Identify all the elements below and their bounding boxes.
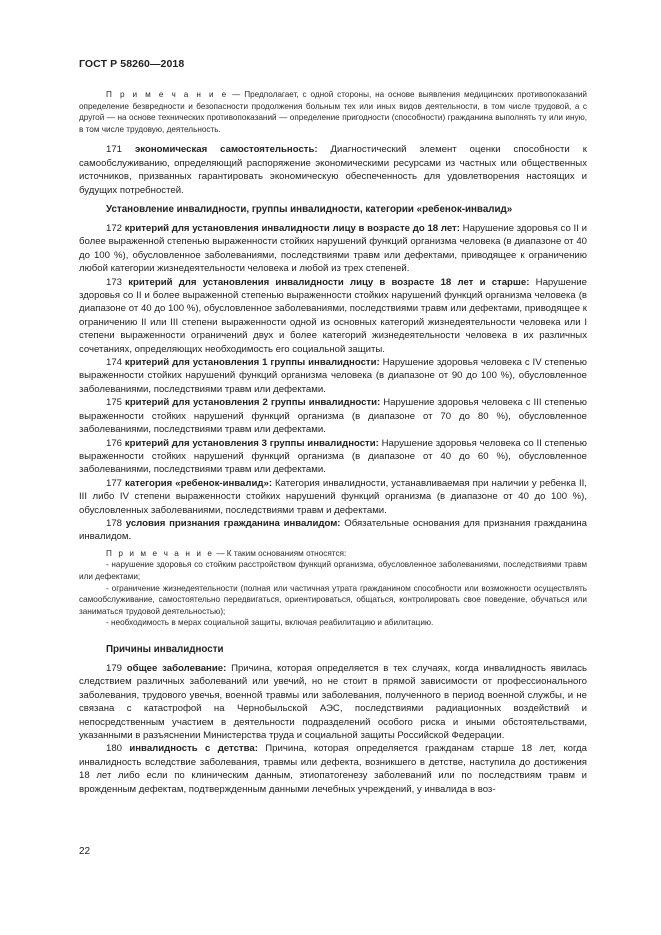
definition-text: Обязательные основания для признания гражданина инвалидом. [79,517,587,543]
item-number: 179 [106,662,127,674]
page-content [79,89,587,796]
term: инвалидность с детства: [129,743,258,755]
definition-177 [79,477,587,517]
section-heading: Установление инвалидности, группы инвалидности, категории «ребенок-инвалид» [106,204,513,215]
definition-173 [79,276,587,356]
definition-text: Диагностический элемент оценки способности к самообслуживанию, определяющий распоряжение экономическими ресурсами из частных или общественных источников, призванных гарантировать экономическую обеспеченность для удовлетворения настоящих и будущих потребностей. [79,144,587,196]
page-number: 22 [79,846,91,857]
document-header: ГОСТ Р 58260—2018 [79,58,185,70]
section-heading: Причины инвалидности [106,643,224,655]
item-number: 175 [106,397,126,409]
definition-text: Нарушение здоровья человека с IV степенью выраженности стойких нарушений функций организма человека (в диапазоне от 90 до 100 %), обусловленное заболеваниями, последствиями травм или дефектами. [79,357,587,395]
item-number: 180 [106,743,130,755]
term: условия признания гражданина инвалидом: [125,517,341,529]
note-label: П р и м е ч а н и е [106,548,215,558]
note-list-item: - нарушение здоровья со стойким расстройством функций организма, обусловленное заболеваниями, последствиями травм или дефектами; [79,560,587,581]
definition-text: Нарушение здоровья со II и более выраженной степенью выраженности стойких нарушений функций организма человека (в диапазоне от 40 до 100 %), обусловленное заболеваниями, последствиями травм или дефектами, приводящее к ограничению II или III степени выраженности одной из основных категорий жизнедеятельности человека или I степени выраженности ограничений двух и более категорий жизнедеятельности человека в их различных сочетаниях, определяющих необходимость его социальной защиты. [79,276,587,355]
definition-172 [79,222,587,276]
definition-178 [79,517,587,544]
definition-176 [79,437,587,477]
definition-174 [79,356,587,396]
definition-171 [79,143,587,197]
note-list-item: - необходимость в мерах социальной защиты, включая реабилитацию и абилитацию. [106,618,434,628]
term: критерий для установления инвалидности лицу в возрасте до 18 лет: [124,223,460,234]
term: экономическая самостоятельность: [134,144,318,156]
term: категория «ребенок-инвалид»: [125,477,273,489]
note-list-item: - ограничение жизнедеятельности (полная или частичная утрата гражданином способности или возможности осуществлять самообслуживание, самостоятельно передвигаться, ориентироваться, общаться, контролировать свое поведение, обучаться или заниматься трудовой деятельностью); [79,583,587,616]
definition-text: Причина, которая определяется в тех случаях, когда инвалидность явилась следствием различных заболеваний или увечий, но не стоит в прямой зависимости от профессионального заболевания, трудового увечья, военной травмы или заболевания, полученного в период военной службы, и не связана с катастрофой на Чернобыльской АЭС, последствиями радиационных воздействий и непосредственным участием в деятельности подразделений особого риска и иными обстоятельствами, указанными в разъяснении Министерства труда и социальной защиты Российской Федерации. [79,662,587,741]
definition-179 [79,662,587,742]
definition-text: Категория инвалидности, устанавливаемая при наличии у ребенка II, III либо IV степени выраженности стойких нарушений функций организма (в диапазоне от 40 до 100 %), обусловленных заболеваниями, последствиями травм и дефектами. [79,477,587,516]
item-number: 174 [106,357,125,369]
definition-175 [79,396,587,436]
term: общее заболевание: [126,662,227,674]
item-number: 171 [106,144,135,156]
definition-text: Нарушение здоровья со II и более выраженной степенью выраженности стойких нарушений функций организма человека (в диапазоне от 40 до 100 %), обусловленное заболеваниями, последствиями травм или дефектами, приводящее к ограничению любой категории жизнедеятельности человека и любой из трех степеней. [79,223,587,275]
term: критерий для установления инвалидности лицу в возрасте 18 лет и старше: [128,276,530,288]
item-number: 176 [106,437,125,449]
definition-180 [79,742,587,796]
item-number: 178 [106,517,126,529]
definition-text: Нарушение здоровья человека с III степенью выраженности стойких нарушений функций организма (в диапазоне от 70 до 80 %), обусловленное заболеваниями, последствиями травм или дефектами. [79,397,587,436]
definition-text: Нарушение здоровья человека со II степенью выраженности стойких нарушений функций организма (в диапазоне от 40 до 60 %), обусловленное заболеваниями, последствиями травм или дефектами. [79,437,587,476]
note-label: П р и м е ч а н и е [106,90,229,99]
term: критерий для установления 1 группы инвалидности: [124,357,380,369]
term: критерий для установления 2 группы инвалидности: [125,397,381,409]
note-text: — Предполагает, с одной стороны, на основе выявления медицинских противопоказаний определение безвредности и безопасности продолжения больным тех или иных видов деятельности, в том числе трудовой, а с другой — на основе технических противопоказаний — определение пригодности (способности) гражданина выполнять ту или иную, в том числе трудовую, деятельность. [79,90,587,134]
item-number: 172 [106,223,125,234]
item-number: 173 [106,276,129,288]
definition-text: Причина, которая определяется гражданам старше 18 лет, когда инвалидность вследствие заболевания, травмы или дефекта, возникшего в детстве, наступила до достижения 18 лет либо если по клиническим данным, этиопатогенезу заболеваний или по последствиям травм и врожденным дефектам, подтвержденным данными лечебных учреждений, у инвалида в воз- [79,743,587,795]
term: критерий для установления 3 группы инвалидности: [124,437,379,449]
note-paragraph [79,89,587,135]
note-text: — К таким основаниям относятся: [214,548,347,558]
note-paragraph [79,548,587,560]
item-number: 177 [106,477,126,489]
